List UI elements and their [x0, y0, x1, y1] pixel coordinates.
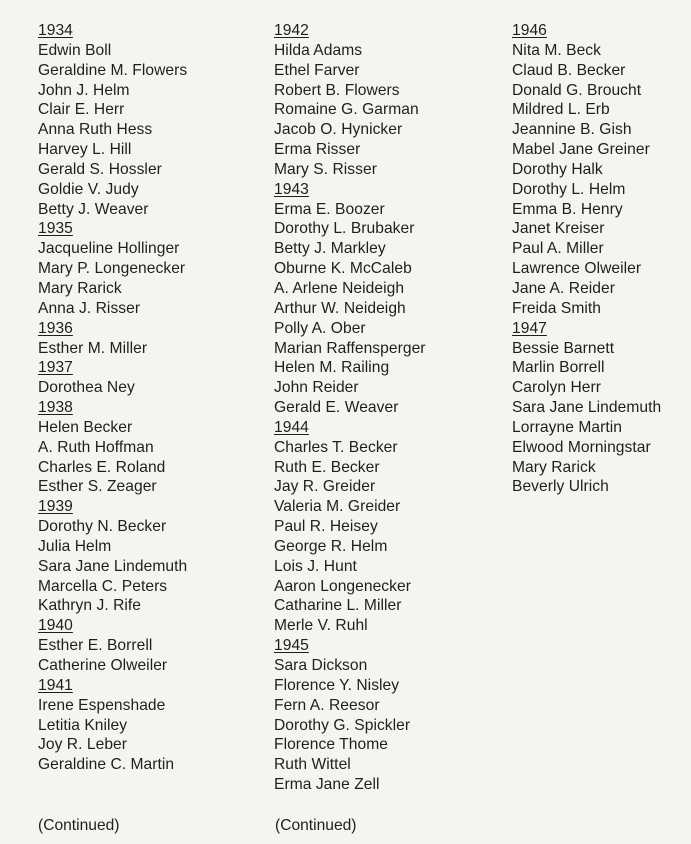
list-item: Helen Becker: [38, 418, 133, 436]
list-item: Dorothy Halk: [512, 160, 603, 178]
list-item: Gerald E. Weaver: [274, 399, 399, 417]
list-item: Aaron Longenecker: [274, 577, 411, 595]
year-heading: 1936: [38, 319, 73, 337]
list-item: Irene Espenshade: [38, 696, 166, 714]
year-heading: 1947: [512, 319, 547, 337]
list-item: Robert B. Flowers: [274, 81, 400, 99]
list-item: Jane A. Reider: [512, 279, 615, 297]
column-2: [274, 21, 494, 795]
list-item: Betty J. Weaver: [38, 200, 149, 218]
list-item: Mary Rarick: [512, 458, 596, 476]
list-item: Sara Jane Lindemuth: [512, 399, 662, 417]
year-heading: 1943: [274, 180, 309, 198]
list-item: Valeria M. Greider: [274, 498, 401, 516]
year-heading: 1946: [512, 22, 547, 39]
list-item: Joy R. Leber: [38, 736, 128, 754]
list-item: Esther S. Zeager: [38, 478, 157, 496]
list-item: Jacqueline Hollinger: [38, 240, 180, 258]
list-item: Sara Dickson: [274, 657, 368, 674]
list-item: Anna Ruth Hess: [38, 121, 153, 139]
list-item: Fern A. Reesor: [274, 696, 380, 714]
list-item: Julia Helm: [38, 537, 112, 555]
list-item: Marcella C. Peters: [38, 577, 168, 595]
column-1: [38, 21, 258, 775]
list-item: Jay R. Greider: [274, 478, 376, 496]
year-heading: 1935: [38, 220, 73, 238]
year-heading: 1944: [274, 418, 309, 436]
list-item: Lorrayne Martin: [512, 418, 622, 436]
continued-note: (Continued): [38, 817, 120, 834]
list-item: Romaine G. Garman: [274, 101, 419, 119]
list-item: Catherine Olweiler: [38, 657, 168, 674]
list-item: Erma Jane Zell: [274, 776, 380, 794]
list-item: Lois J. Hunt: [274, 557, 357, 575]
list-item: Clair E. Herr: [38, 101, 125, 119]
list-item: Erma E. Boozer: [274, 200, 385, 218]
list-item: Nita M. Beck: [512, 41, 601, 59]
list-item: Mary P. Longenecker: [38, 260, 186, 278]
year-heading: 1938: [38, 399, 73, 417]
column-3: [512, 21, 690, 497]
year-heading: 1940: [38, 617, 73, 635]
list-item: Lawrence Olweiler: [512, 260, 642, 278]
list-item: John Reider: [274, 379, 359, 397]
list-item: Ethel Farver: [274, 61, 360, 79]
list-item: Ruth E. Becker: [274, 458, 380, 476]
list-item: Dorothy L. Helm: [512, 180, 626, 198]
list-item: Mary S. Risser: [274, 160, 377, 178]
list-item: Marlin Borrell: [512, 359, 605, 377]
list-item: Oburne K. McCaleb: [274, 260, 412, 278]
list-item: Merle V. Ruhl: [274, 617, 368, 635]
list-item: George R. Helm: [274, 537, 388, 555]
year-heading: 1942: [274, 22, 309, 39]
list-item: Sara Jane Lindemuth: [38, 557, 188, 575]
list-item: Mabel Jane Greiner: [512, 141, 650, 159]
list-item: Marian Raffensperger: [274, 339, 426, 357]
list-item: Erma Risser: [274, 141, 361, 159]
list-item: Esther M. Miller: [38, 339, 148, 357]
list-item: Dorothy N. Becker: [38, 518, 167, 536]
list-item: Claud B. Becker: [512, 61, 626, 79]
list-item: Letitia Kniley: [38, 716, 128, 734]
list-item: Edwin Boll: [38, 41, 112, 59]
list-item: Hilda Adams: [274, 41, 363, 59]
list-item: Janet Kreiser: [512, 220, 605, 238]
list-item: Arthur W. Neideigh: [274, 299, 406, 317]
year-heading: 1945: [274, 637, 309, 655]
list-item: Paul A. Miller: [512, 240, 604, 258]
list-item: Helen M. Railing: [274, 359, 390, 377]
list-item: Catharine L. Miller: [274, 597, 402, 615]
list-item: Jeannine B. Gish: [512, 121, 632, 139]
list-item: Elwood Morningstar: [512, 438, 651, 456]
list-item: Dorothy L. Brubaker: [274, 220, 415, 238]
list-item: Florence Thome: [274, 736, 388, 754]
list-item: Betty J. Markley: [274, 240, 386, 258]
list-item: Mary Rarick: [38, 279, 122, 297]
list-item: Freida Smith: [512, 299, 601, 317]
list-item: Esther E. Borrell: [38, 637, 153, 655]
list-item: Anna J. Risser: [38, 299, 141, 317]
list-item: Emma B. Henry: [512, 200, 623, 218]
list-item: A. Arlene Neideigh: [274, 279, 405, 297]
list-item: Harvey L. Hill: [38, 141, 132, 159]
list-item: Carolyn Herr: [512, 379, 601, 397]
list-item: Donald G. Broucht: [512, 81, 642, 99]
list-item: Ruth Wittel: [274, 756, 351, 774]
list-item: Geraldine M. Flowers: [38, 61, 188, 79]
list-item: Charles E. Roland: [38, 458, 166, 476]
list-item: Geraldine C. Martin: [38, 756, 175, 774]
list-item: Charles T. Becker: [274, 438, 398, 456]
list-item: Gerald S. Hossler: [38, 160, 162, 178]
continued-note: (Continued): [275, 817, 357, 834]
list-item: Goldie V. Judy: [38, 180, 139, 198]
year-heading: 1939: [38, 498, 73, 516]
list-item: A. Ruth Hoffman: [38, 438, 154, 456]
list-item: Jacob O. Hynicker: [274, 121, 403, 139]
list-item: Dorothy G. Spickler: [274, 716, 411, 734]
list-item: Dorothea Ney: [38, 379, 135, 397]
list-item: Mildred L. Erb: [512, 101, 610, 119]
list-item: Kathryn J. Rife: [38, 597, 142, 615]
list-item: Bessie Barnett: [512, 339, 615, 357]
list-item: Polly A. Ober: [274, 319, 366, 337]
year-heading: 1937: [38, 359, 73, 377]
year-heading: 1941: [38, 676, 73, 694]
list-item: John J. Helm: [38, 81, 130, 99]
list-item: Florence Y. Nisley: [274, 676, 400, 694]
list-item: Beverly Ulrich: [512, 478, 609, 496]
list-item: Paul R. Heisey: [274, 518, 378, 536]
year-heading: 1934: [38, 22, 73, 39]
